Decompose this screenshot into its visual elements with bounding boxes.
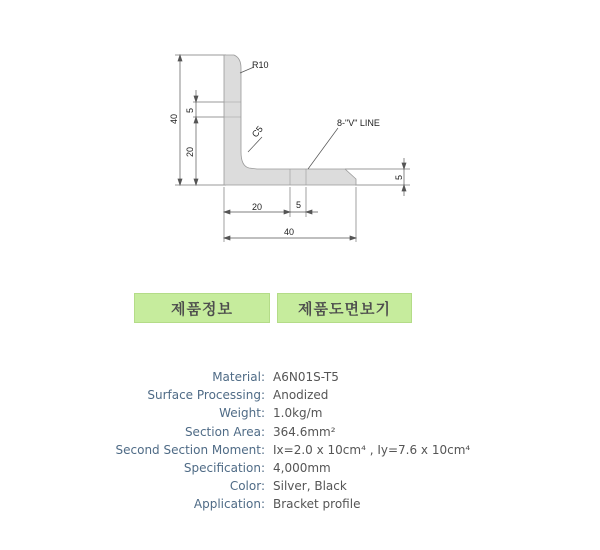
leader-lines: [240, 67, 338, 169]
spec-row-material: [0, 368, 600, 386]
tab-product-info[interactable]: 제품정보: [134, 293, 270, 323]
chamfer-label: C5: [249, 124, 265, 140]
spec-label: Application:: [193, 497, 265, 512]
v-line-label: 8-"V" LINE: [337, 118, 380, 128]
spec-value: Ix=2.0 x 10cm⁴ , Iy=7.6 x 10cm⁴: [273, 442, 471, 457]
spec-row-weight: [0, 404, 600, 422]
spec-row-second-section-moment: [0, 441, 600, 459]
dimension-lines: [178, 55, 406, 240]
spec-row-surface-processing: [0, 386, 600, 404]
spec-value: Silver, Black: [273, 479, 347, 494]
tab-drawing-view[interactable]: 제품도면보기: [277, 293, 412, 323]
spec-label: Specification:: [183, 460, 265, 475]
spec-value: 1.0kg/m: [273, 406, 323, 421]
spec-value: 364.6mm²: [273, 424, 336, 439]
spec-row-color: [0, 477, 600, 495]
spec-row-application: [0, 495, 600, 513]
spec-value: Bracket profile: [273, 497, 361, 512]
spec-label: Weight:: [219, 406, 265, 421]
spec-label: Surface Processing:: [147, 388, 265, 403]
extension-lines: [175, 55, 410, 242]
spec-row-section-area: [0, 423, 600, 441]
spec-row-specification: [0, 459, 600, 477]
spec-value: 4,000mm: [273, 460, 331, 475]
spec-table: [0, 368, 600, 514]
profile-drawing: [0, 0, 600, 250]
height-20-label: 20: [185, 146, 195, 157]
height-40-label: 40: [169, 113, 179, 124]
height-5-label: 5: [185, 107, 195, 113]
width-5-label: 5: [296, 200, 302, 210]
spec-label: Color:: [229, 479, 265, 494]
spec-value: Anodized: [273, 388, 329, 403]
spec-label: Material:: [212, 370, 265, 384]
spec-label: Section Area:: [184, 424, 265, 439]
spec-value: A6N01S-T5: [273, 370, 339, 384]
radius-label: R10: [252, 60, 269, 70]
thickness-5-label: 5: [394, 174, 404, 180]
spec-label: Second Section Moment:: [115, 442, 265, 457]
width-40-label: 40: [284, 227, 295, 237]
width-20-label: 20: [252, 202, 263, 212]
